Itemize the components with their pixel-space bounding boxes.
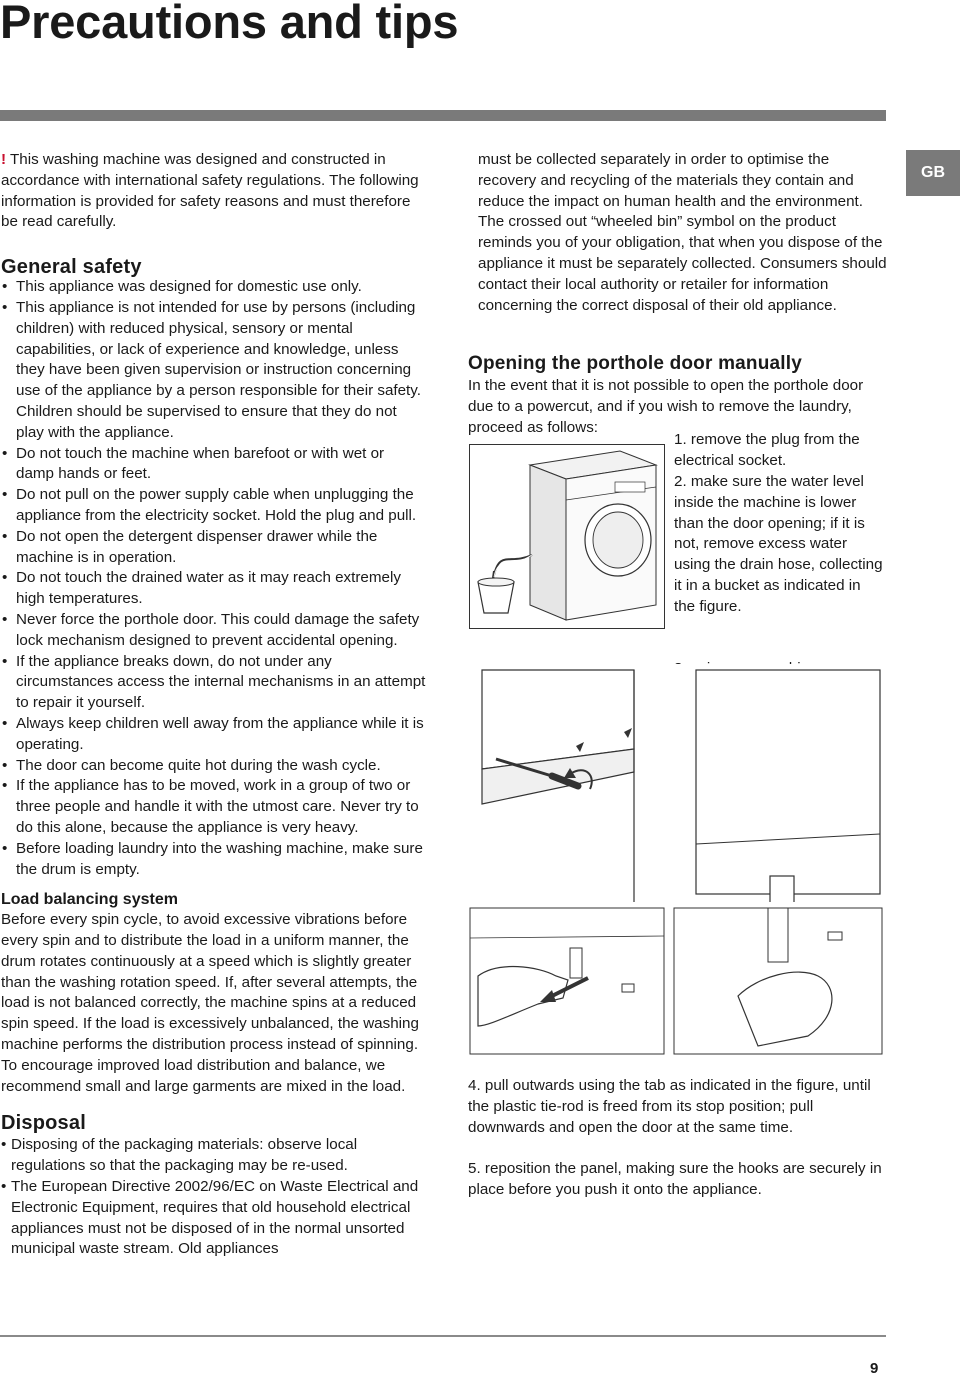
step-4-text: 4. pull outwards using the tab as indicated in the figure, until the plastic tie-rod is freed from its stop position; pull downwards and open the door at the same time. bbox=[468, 1077, 871, 1136]
general-safety-item: • Before loading laundry into the washing machine, make sure the drum is empty. bbox=[1, 839, 426, 881]
screwdriver-panel-illustration bbox=[474, 664, 884, 902]
general-safety-item: • Do not touch the drained water as it may reach extremely high temperatures. bbox=[1, 568, 426, 610]
general-safety-item: • Do not touch the machine when barefoot or with wet or damp hands or feet. bbox=[1, 444, 426, 486]
page-title: Precautions and tips bbox=[0, 0, 459, 48]
general-safety-item: • Always keep children well away from the appliance while it is operating. bbox=[1, 714, 426, 756]
general-safety-heading: General safety bbox=[1, 256, 142, 279]
warning-mark: ! bbox=[1, 151, 7, 168]
general-safety-item: • This appliance is not intended for use by persons (including children) with reduced physical, sensory or mental capabilities, or lack of experience and knowledge, unless they have been given supervision or instruction concerning use of the appliance by a person responsible for their safety. Children should be supervised to ensure that they do not play with the appliance. bbox=[1, 298, 426, 444]
figure-pull-tab bbox=[468, 906, 884, 1056]
disposal-item: • Disposing of the packaging materials: observe local regulations so that the packaging may be re-used. bbox=[1, 1135, 426, 1177]
language-tab: GB bbox=[906, 150, 960, 196]
figure-cover-panel bbox=[474, 664, 884, 902]
disposal-heading: Disposal bbox=[1, 1112, 86, 1135]
porthole-heading: Opening the porthole door manually bbox=[468, 353, 803, 375]
left-column bbox=[1, 150, 426, 1260]
general-safety-item: • Never force the porthole door. This could damage the safety lock mechanism designed to prevent accidental opening. bbox=[1, 610, 426, 652]
step-2-text: 2. make sure the water level inside the machine is lower than the door opening; if it is not, remove excess water using the drain hose, collecting it in a bucket as indicated in the figure. bbox=[674, 473, 883, 615]
title-rule bbox=[0, 110, 886, 121]
general-safety-item: • If the appliance breaks down, do not under any circumstances access the internal mechanisms in an attempt to repair it yourself. bbox=[1, 652, 426, 714]
intro-paragraph bbox=[1, 150, 426, 233]
figure-drain-hose bbox=[469, 444, 665, 629]
disposal-list bbox=[1, 1135, 426, 1260]
right-column bbox=[468, 150, 888, 439]
page-number: 9 bbox=[870, 1360, 879, 1376]
load-balancing-text: Before every spin cycle, to avoid excessive vibrations before every spin and to distribute the load in a uniform manner, the drum rotates continuously at a speed which is slightly greater than the washing rotation speed. If, after several attempts, the load is not balanced correctly, the machine spins at a reduced spin speed. If the load is excessively unbalanced, the washing machine performs the distribution process instead of spinning. To encourage improved load distribution and balance, we recommend small and large garments are mixed in the load. bbox=[1, 911, 419, 1095]
intro-text: This washing machine was designed and constructed in accordance with international safety regulations. The following information is provided for safety reasons and must therefore be read carefully. bbox=[1, 151, 419, 231]
load-balancing-heading: Load balancing system bbox=[1, 891, 178, 909]
disposal-continued: must be collected separately in order to optimise the recovery and recycling of the materials they contain and reduce the impact on human health and the environment. The crossed out “wheeled bin” symbol on the product reminds you of your obligation, that when you dispose of the appliance it must be separately collected. Consumers should contact their local authority or retailer for information concerning the correct disposal of their old appliance. bbox=[478, 151, 887, 314]
disposal-item: • The European Directive 2002/96/EC on Waste Electrical and Electronic Equipment, requires that old household electrical appliances must not be disposed of in the normal unsorted municipal waste stream. Old appliances bbox=[1, 1177, 426, 1260]
step-1-text: 1. remove the plug from the electrical socket. bbox=[674, 431, 860, 469]
general-safety-item: • The door can become quite hot during the wash cycle. bbox=[1, 756, 426, 777]
pull-tab-illustration bbox=[468, 906, 884, 1056]
step-5-text: 5. reposition the panel, making sure the hooks are securely in place before you push it onto the appliance. bbox=[468, 1160, 882, 1198]
bottom-rule bbox=[0, 1335, 886, 1337]
general-safety-item: • Do not open the detergent dispenser drawer while the machine is in operation. bbox=[1, 527, 426, 569]
general-safety-list bbox=[1, 277, 426, 880]
porthole-intro: In the event that it is not possible to open the porthole door due to a powercut, and if you wish to remove the laundry, proceed as follows: bbox=[468, 377, 864, 436]
general-safety-item: • This appliance was designed for domestic use only. bbox=[1, 277, 426, 298]
general-safety-item: • Do not pull on the power supply cable when unplugging the appliance from the electricity socket. Hold the plug and pull. bbox=[1, 485, 426, 527]
washing-machine-drain-illustration bbox=[470, 445, 666, 630]
general-safety-item: • If the appliance has to be moved, work in a group of two or three people and handle it with the utmost care. Never try to do this alone, because the appliance is very heavy. bbox=[1, 776, 426, 838]
